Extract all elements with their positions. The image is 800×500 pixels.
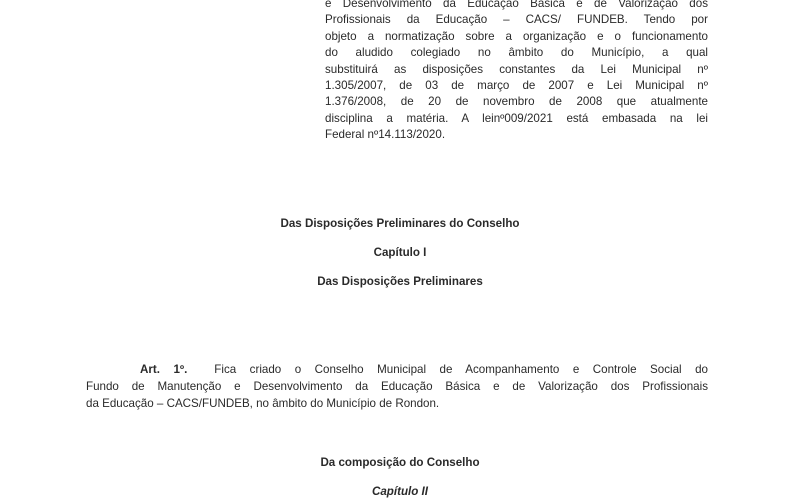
- paragraph-line: e Desenvolvimento da Educação Básica e de Valorização dos: [325, 0, 708, 10]
- article-1: [86, 361, 708, 412]
- article-line: [86, 361, 708, 378]
- chapter-title: Das Disposições Preliminares: [317, 275, 483, 288]
- paragraph-line: disciplina a matéria. A leinº009/2021 está embasada na lei: [325, 111, 708, 125]
- paragraph-line: substituirá as disposições constantes da Lei Municipal nº: [325, 62, 708, 76]
- section-title: Das Disposições Preliminares do Conselho: [280, 217, 520, 230]
- article-text: Fica criado o Conselho Municipal de Acompanhamento e Controle Social do: [214, 363, 708, 376]
- paragraph-line: 1.376/2008, de 20 de novembro de 2008 que atualmente: [325, 95, 708, 109]
- paragraph-line: objeto a normatização sobre a organização e o funcionamento: [325, 29, 708, 43]
- intro-paragraph: [325, 0, 708, 144]
- article-line: da Educação – CACS/FUNDEB, no âmbito do Município de Rondon.: [86, 397, 440, 410]
- chapter-heading-2: Capítulo II: [371, 485, 429, 498]
- composition-title: Da composição do Conselho: [320, 456, 480, 469]
- paragraph-line: 1.305/2007, de 03 de março de 2007 e Lei Municipal nº: [325, 79, 708, 93]
- article-label: Art. 1º.: [140, 363, 188, 376]
- article-line: Fundo de Manutenção e Desenvolvimento da Educação Básica e de Valorização dos Profissionais: [86, 380, 708, 393]
- paragraph-line: Federal nº14.113/2020.: [325, 128, 446, 142]
- paragraph-line: do aludido colegiado no âmbito do Município, a qual: [325, 46, 708, 60]
- paragraph-line: Profissionais da Educação – CACS/ FUNDEB. Tendo por: [325, 13, 708, 27]
- chapter-heading: Capítulo I: [373, 246, 427, 259]
